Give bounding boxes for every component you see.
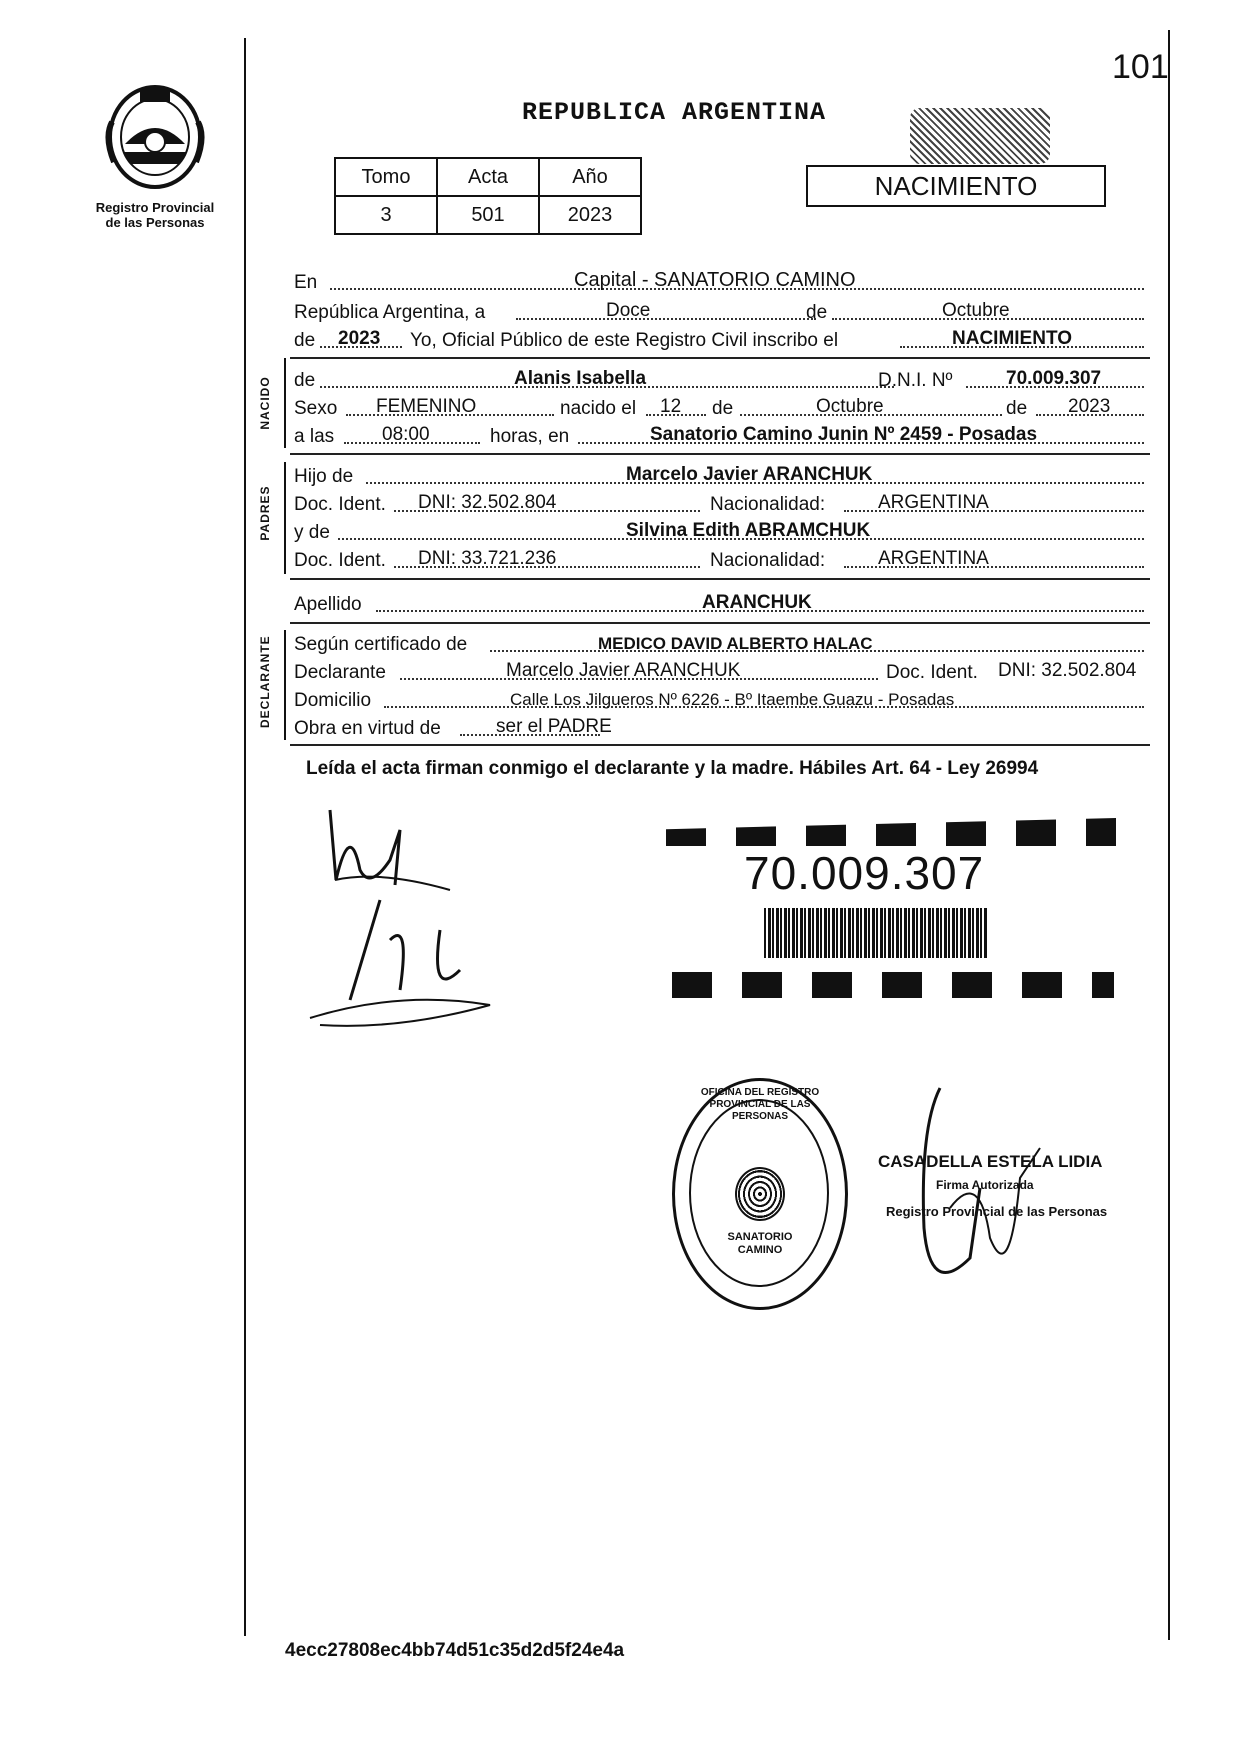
- label-apellido: Apellido: [294, 594, 362, 615]
- document-hash: 4ecc27808ec4bb74d51c35d2d5f24e4a: [285, 1640, 625, 1661]
- official-seal: [672, 1078, 848, 1310]
- label-en: En: [294, 272, 318, 293]
- official-role: Firma Autorizada: [936, 1178, 1034, 1192]
- value-day-words: Doce: [606, 300, 651, 321]
- label-doc-ident: Doc. Ident.: [294, 494, 386, 515]
- anio-header: Año: [539, 158, 641, 196]
- page-number: 101: [1112, 48, 1169, 86]
- row-name: [294, 366, 1150, 394]
- value-role: ser el PADRE: [496, 716, 612, 737]
- label-sexo: Sexo: [294, 398, 338, 419]
- value-dni: 70.009.307: [1006, 368, 1102, 389]
- value-name: Alanis Isabella: [514, 368, 647, 389]
- label-nacionalidad: Nacionalidad:: [710, 550, 826, 571]
- value-sex: FEMENINO: [376, 396, 477, 417]
- side-label-parents: PADRES: [258, 485, 272, 541]
- emblem-icon: [100, 82, 210, 192]
- label-de: de: [294, 330, 316, 351]
- value-mother-nat: ARGENTINA: [878, 548, 989, 569]
- side-bracket-born: [284, 358, 286, 448]
- row-declarant: [294, 658, 1150, 686]
- label-yo-oficial: Yo, Oficial Público de este Registro Civil inscribo el: [410, 330, 839, 351]
- label-de: de: [294, 370, 316, 391]
- value-time: 08:00: [382, 424, 430, 445]
- label-nacido-el: nacido el: [560, 398, 637, 419]
- value-month-words: Octubre: [942, 300, 1010, 321]
- label-hijo-de: Hijo de: [294, 466, 354, 487]
- value-address: Calle Los Jilgueros Nº 6226 - Bº Itaembe Guazu - Posadas: [510, 690, 955, 709]
- row-surname: [294, 590, 1150, 618]
- row-mother-doc: [294, 546, 1150, 574]
- row-date: [294, 298, 1150, 326]
- value-father: Marcelo Javier ARANCHUK: [626, 464, 873, 485]
- stamp-border-top: [666, 818, 1116, 846]
- side-label-declarant: DECLARANTE: [258, 635, 272, 728]
- value-father-nat: ARGENTINA: [878, 492, 989, 513]
- side-label-born: NACIDO: [258, 376, 272, 430]
- label-y-de: y de: [294, 522, 330, 543]
- dots: [516, 318, 816, 320]
- label-doc-ident: Doc. Ident.: [886, 662, 978, 683]
- label-domicilio: Domicilio: [294, 690, 372, 711]
- section-divider: [290, 744, 1150, 746]
- row-sex: [294, 394, 1150, 422]
- row-certificate: [294, 630, 1150, 658]
- seal-emblem-icon: [735, 1167, 785, 1221]
- side-bracket-declarant: [284, 630, 286, 740]
- official-office: Registro Provincial de las Personas: [886, 1204, 1108, 1219]
- label-nacionalidad: Nacionalidad:: [710, 494, 826, 515]
- row-time: [294, 422, 1150, 450]
- section-divider: [290, 622, 1150, 624]
- closing-note: Leída el acta firman conmigo el declarante y la madre. Hábiles Art. 64 - Ley 26994: [306, 758, 1039, 779]
- stamp-border-bottom: [672, 972, 1114, 998]
- value-certificate: MEDICO DAVID ALBERTO HALAC: [598, 634, 873, 653]
- guilloche-ornament: [910, 108, 1050, 164]
- value-place: Capital - SANATORIO CAMINO: [574, 269, 856, 291]
- section-divider: [290, 357, 1150, 359]
- value-birth-place: Sanatorio Camino Junin Nº 2459 - Posadas: [650, 424, 1038, 445]
- label-segun-cert: Según certificado de: [294, 634, 468, 655]
- value-declarant-doc: DNI: 32.502.804: [998, 660, 1137, 681]
- row-role: [294, 714, 1150, 742]
- tomo-value: 3: [335, 196, 437, 234]
- label-dni: D.N.I. Nº: [878, 370, 953, 391]
- section-divider: [290, 578, 1150, 580]
- label-republica: República Argentina, a: [294, 302, 486, 323]
- tomo-header: Tomo: [335, 158, 437, 196]
- label-doc-ident: Doc. Ident.: [294, 550, 386, 571]
- label-a-las: a las: [294, 426, 335, 447]
- signature-icon: [300, 800, 500, 1040]
- side-bracket-parents: [284, 462, 286, 574]
- label-de: de: [712, 398, 734, 419]
- label-declarante: Declarante: [294, 662, 386, 683]
- act-type-box: NACIMIENTO: [806, 165, 1106, 207]
- row-place: [294, 268, 1150, 296]
- anio-value: 2023: [539, 196, 641, 234]
- value-declarant: Marcelo Javier ARANCHUK: [506, 660, 741, 681]
- label-de: de: [1006, 398, 1028, 419]
- seal-ring-text: OFICINA DEL REGISTRO PROVINCIAL DE LAS PERSONAS: [700, 1087, 820, 1122]
- row-address: [294, 686, 1150, 714]
- value-birth-day: 12: [660, 396, 682, 417]
- left-margin-line: [244, 38, 246, 1636]
- declarant-signature: [300, 800, 500, 1040]
- official-name: CASADELLA ESTELA LIDIA: [878, 1152, 1103, 1171]
- value-father-doc: DNI: 32.502.804: [418, 492, 557, 513]
- right-margin-line: [1168, 30, 1170, 1640]
- registry-name: Registro Provincial de las Personas: [95, 200, 215, 230]
- value-year: 2023: [338, 328, 381, 349]
- row-year: [294, 326, 1150, 354]
- id-stamp-number: 70.009.307: [744, 847, 985, 899]
- value-birth-month: Octubre: [816, 396, 884, 417]
- value-birth-year: 2023: [1068, 396, 1111, 417]
- province-emblem: [100, 82, 210, 192]
- value-inscribes: NACIMIENTO: [952, 328, 1072, 349]
- id-barcode: [764, 908, 988, 958]
- label-obra: Obra en virtud de: [294, 718, 441, 739]
- row-father-doc: [294, 490, 1150, 518]
- register-table: [334, 157, 642, 235]
- label-horas-en: horas, en: [490, 426, 570, 447]
- value-mother-doc: DNI: 33.721.236: [418, 548, 557, 569]
- value-surname: ARANCHUK: [702, 592, 812, 613]
- row-father: [294, 462, 1150, 490]
- acta-header: Acta: [437, 158, 539, 196]
- country-title: REPUBLICA ARGENTINA: [522, 98, 827, 127]
- section-divider: [290, 453, 1150, 455]
- acta-value: 501: [437, 196, 539, 234]
- row-mother: [294, 518, 1150, 546]
- label-de: de: [806, 302, 828, 323]
- value-mother: Silvina Edith ABRAMCHUK: [626, 520, 871, 541]
- seal-center-text: SANATORIO CAMINO: [727, 1231, 793, 1256]
